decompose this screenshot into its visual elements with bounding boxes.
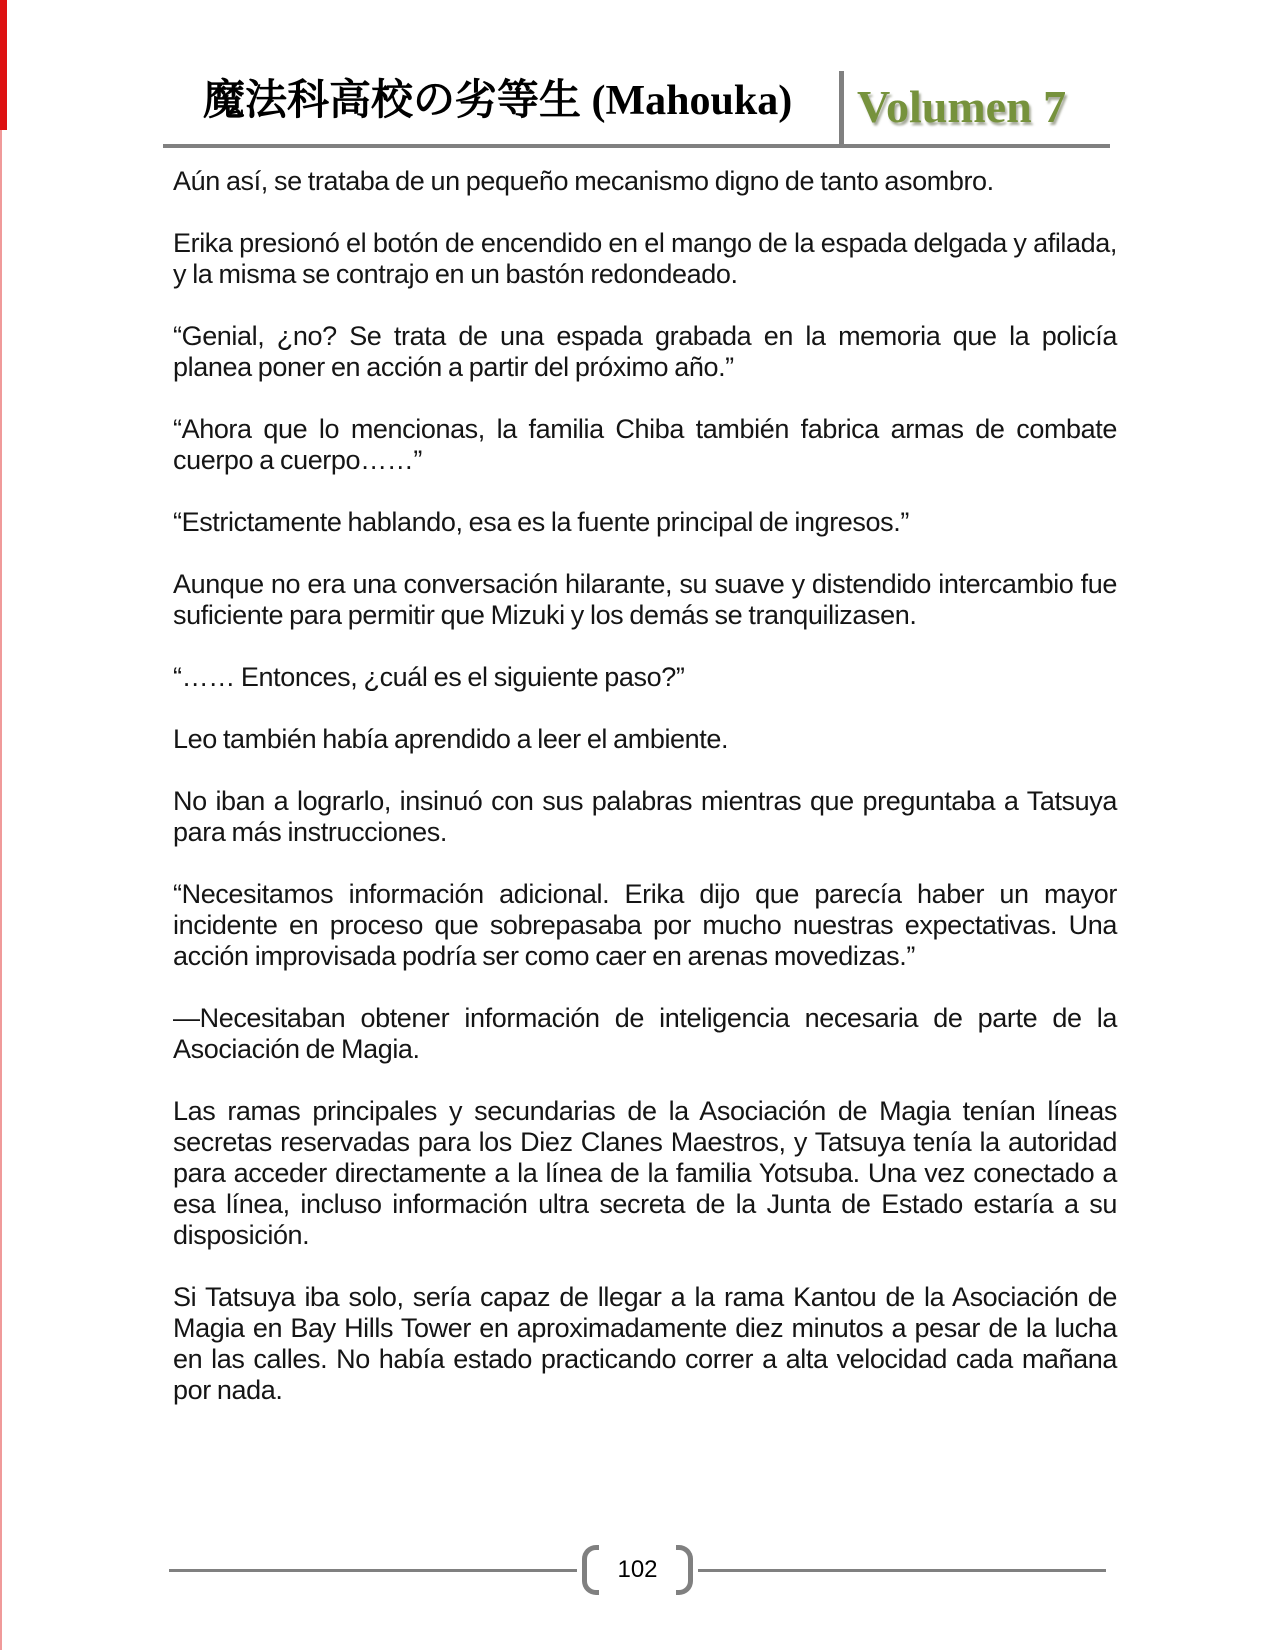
red-edge-line <box>0 0 2 1650</box>
page-number: 102 <box>617 1556 658 1583</box>
paragraph: Si Tatsuya iba solo, sería capaz de llegar a la rama Kantou de la Asociación de Magia en Bay Hills Tower en aproximadamente diez minutos a pesar de la lucha en las calles. No había estado practicando correr a alta velocidad cada mañana por nada. <box>173 1282 1117 1405</box>
paragraph: Las ramas principales y secundarias de la Asociación de Magia tenían líneas secretas reservadas para los Diez Clanes Maestros, y Tatsuya tenía la autoridad para acceder directamente a la línea de la familia Yotsuba. Una vez conectado a esa línea, incluso información ultra secreta de la Junta de Estado estaría a su disposición. <box>173 1096 1117 1250</box>
volume-label: Volumen 7 <box>857 81 1067 132</box>
paragraph: “…… Entonces, ¿cuál es el siguiente paso?” <box>173 662 685 692</box>
header-vertical-divider <box>839 71 844 144</box>
page-footer <box>0 1544 1275 1596</box>
body-text <box>173 166 1117 1437</box>
paragraph: —Necesitaban obtener información de inteligencia necesaria de parte de la Asociación de Magia. <box>173 1003 1117 1064</box>
page-number-bracket-right <box>676 1545 693 1595</box>
paragraph: “Estrictamente hablando, esa es la fuente principal de ingresos.” <box>173 507 909 537</box>
footer-rule-right <box>698 1569 1106 1572</box>
series-title: 魔法科高校の劣等生 (Mahouka) <box>203 78 793 124</box>
paragraph: Aún así, se trataba de un pequeño mecanismo digno de tanto asombro. <box>173 166 994 196</box>
page-number-bracket-left <box>582 1545 599 1595</box>
paragraph: No iban a lograrlo, insinuó con sus palabras mientras que preguntaba a Tatsuya para más instrucciones. <box>173 786 1117 847</box>
footer-rule-left <box>169 1569 577 1572</box>
header-rule <box>163 144 1110 148</box>
paragraph: Leo también había aprendido a leer el ambiente. <box>173 724 729 754</box>
paragraph: Erika presionó el botón de encendido en el mango de la espada delgada y afilada, y la misma se contrajo en un bastón redondeado. <box>173 228 1117 289</box>
red-edge-mark <box>0 0 7 130</box>
paragraph: “Ahora que lo mencionas, la familia Chiba también fabrica armas de combate cuerpo a cuerpo……” <box>173 414 1117 475</box>
page-header <box>163 0 1110 148</box>
paragraph: Aunque no era una conversación hilarante, su suave y distendido intercambio fue suficiente para permitir que Mizuki y los demás se tranquilizasen. <box>173 569 1117 630</box>
paragraph: “Necesitamos información adicional. Erika dijo que parecía haber un mayor incidente en proceso que sobrepasaba por mucho nuestras expectativas. Una acción improvisada podría ser como caer en arenas movedizas.” <box>173 879 1117 971</box>
paragraph: “Genial, ¿no? Se trata de una espada grabada en la memoria que la policía planea poner en acción a partir del próximo año.” <box>173 321 1117 382</box>
